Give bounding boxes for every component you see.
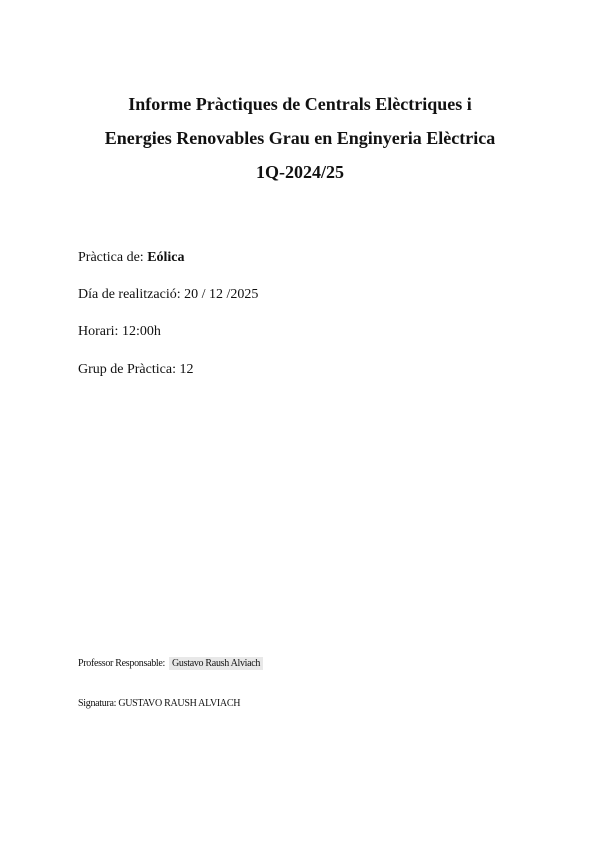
report-title-line-2: Energies Renovables Grau en Enginyeria Elèctrica — [104, 128, 496, 148]
professor-label: Professor Responsable: — [78, 658, 165, 669]
practica-field — [78, 249, 185, 267]
signatura-field — [78, 697, 240, 711]
professor-field — [78, 657, 263, 671]
grup-label: Grup de Pràctica: — [78, 362, 180, 377]
report-title-line-3: 1Q-2024/25 — [256, 162, 344, 182]
dia-label: Día de realització: — [78, 287, 185, 302]
grup-field — [78, 361, 193, 379]
signatura-label: Signatura: — [78, 698, 119, 709]
horari-label: Horari: — [78, 324, 122, 339]
dia-value: 20 / 12 /2025 — [184, 287, 259, 302]
report-title-line-1: Informe Pràctiques de Centrals Elèctriques i — [128, 94, 472, 114]
grup-value: 12 — [179, 362, 194, 377]
professor-value: Gustavo Raush Alviach — [169, 657, 263, 670]
signatura-value: GUSTAVO RAUSH ALVIACH — [118, 698, 241, 709]
practica-value: Eólica — [147, 250, 185, 265]
dia-field — [78, 286, 258, 304]
horari-field — [78, 323, 161, 341]
practica-label: Pràctica de: — [78, 250, 148, 265]
horari-value: 12:00h — [121, 324, 161, 339]
